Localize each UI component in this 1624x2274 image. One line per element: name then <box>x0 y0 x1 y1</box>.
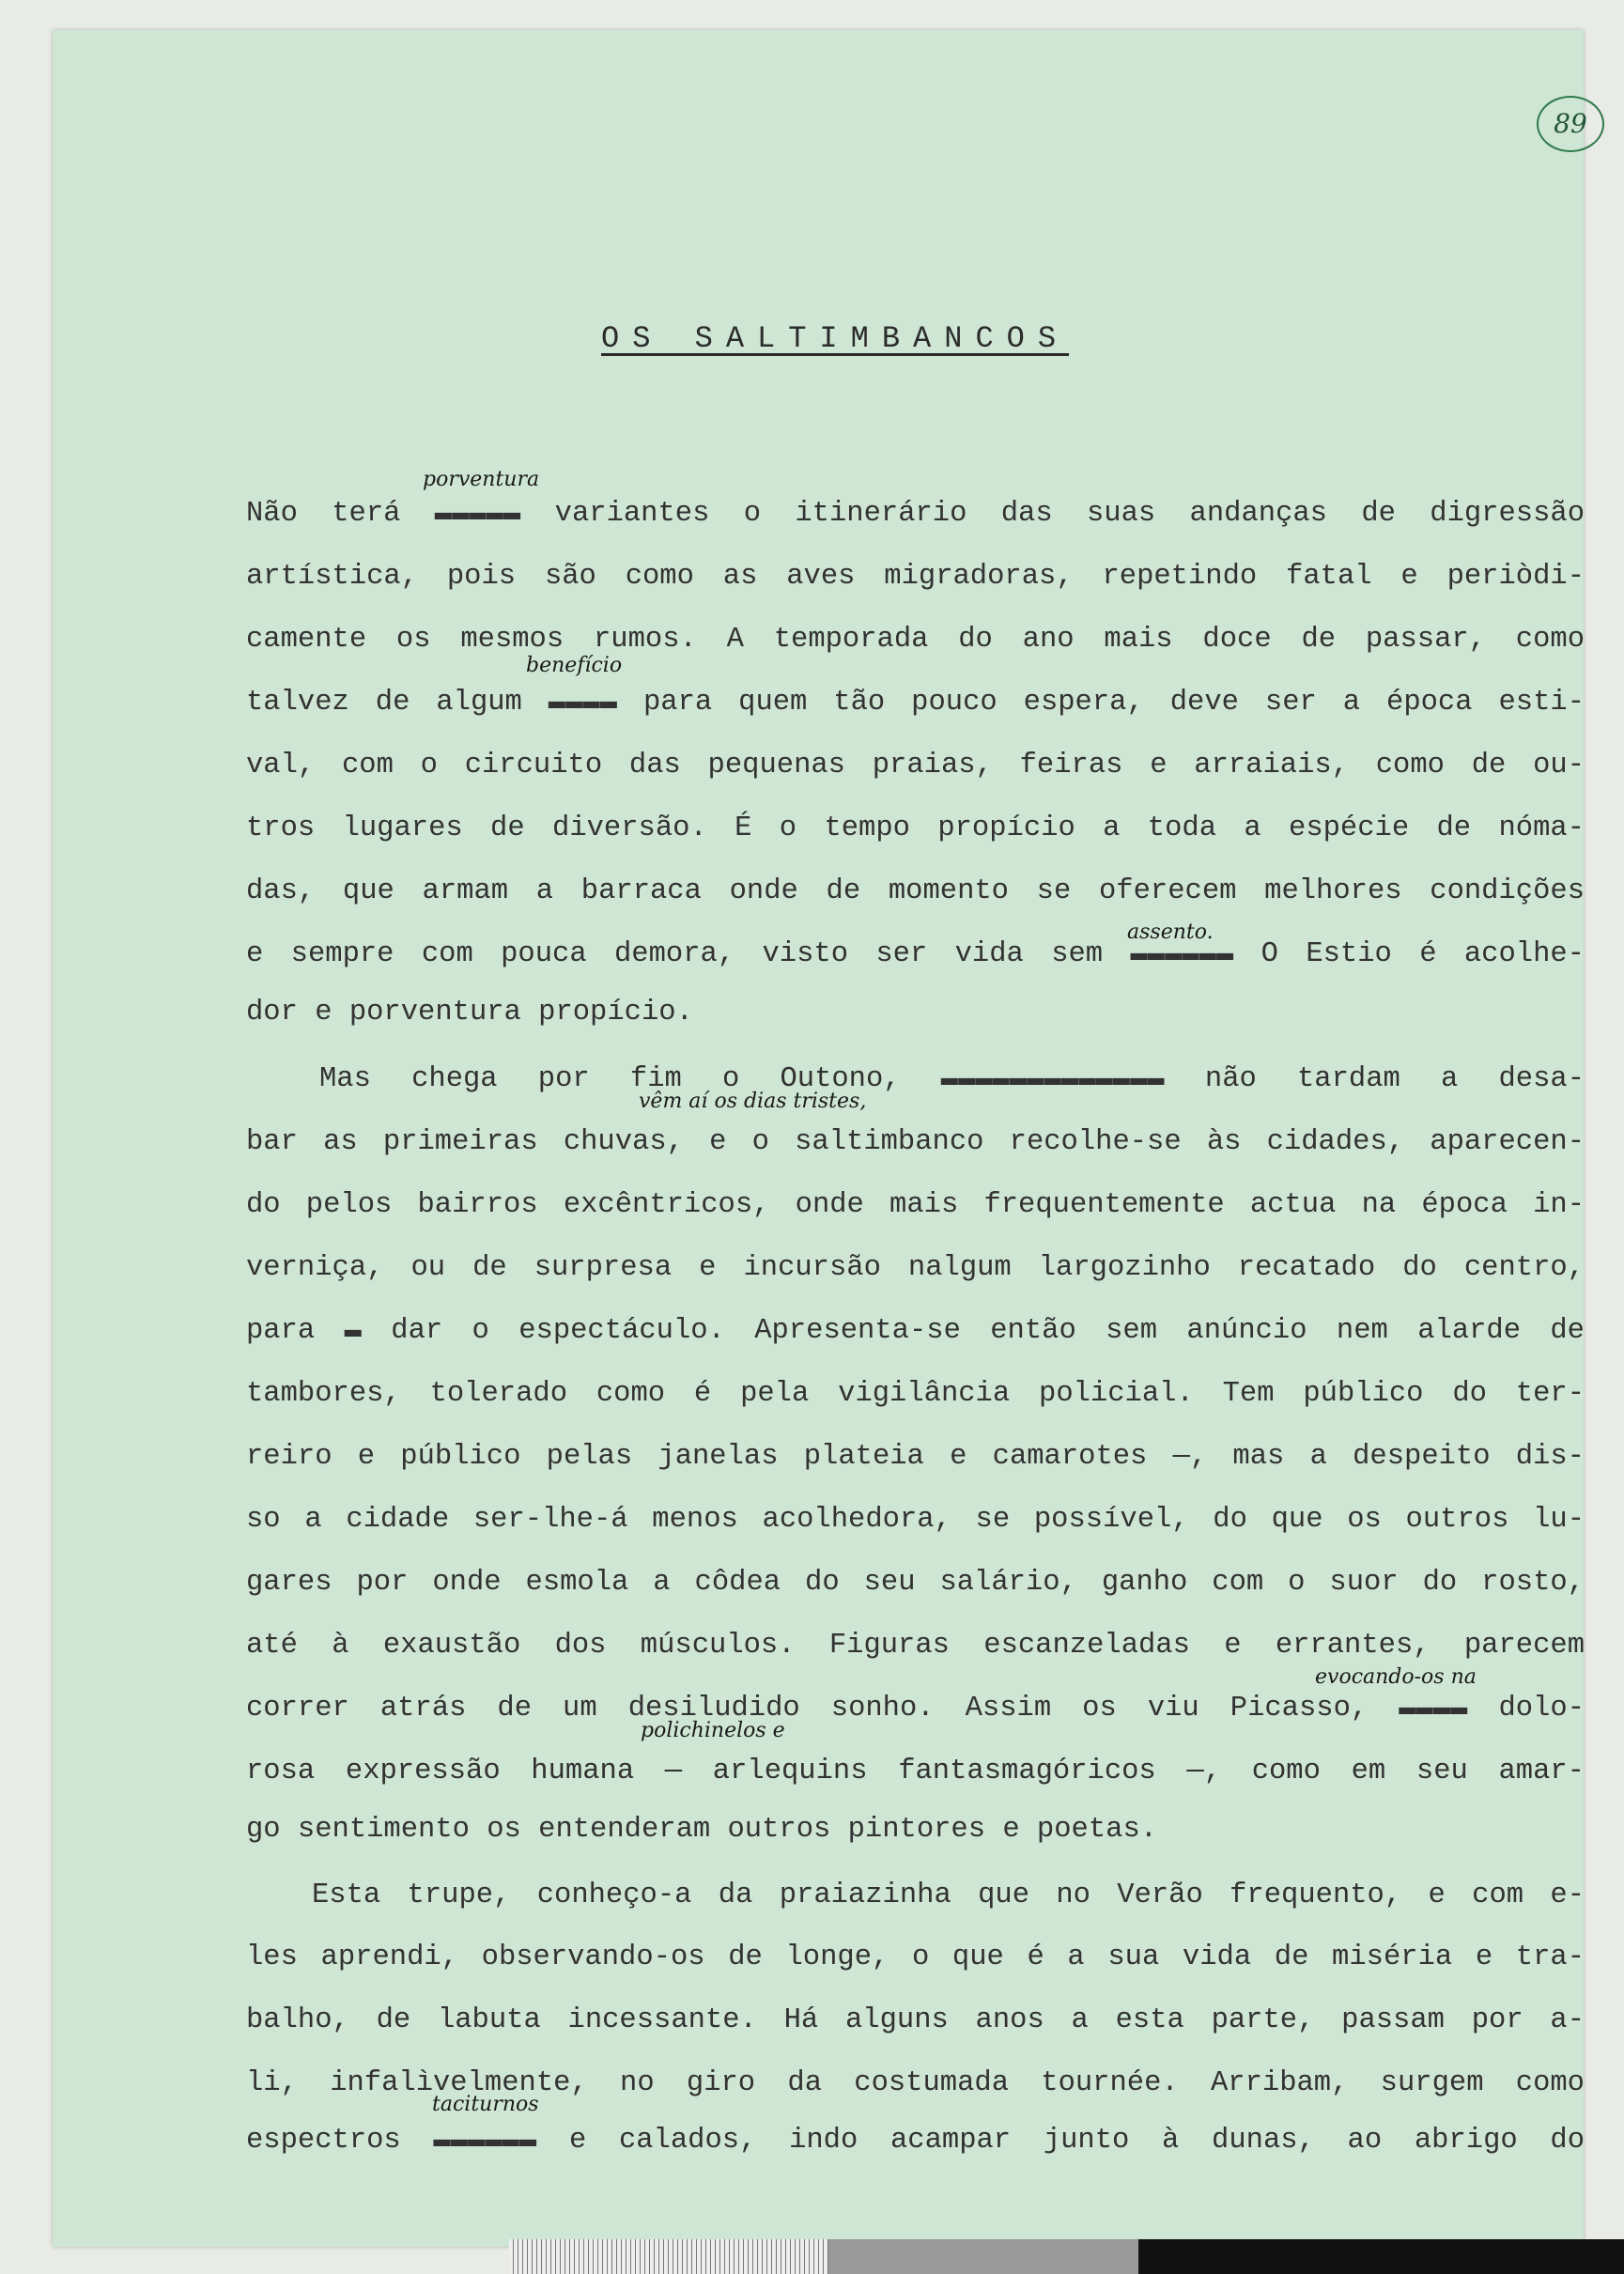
line: até à exaustão dos músculos. Figuras escanzeladas e errantes, parecem <box>246 1630 1585 1662</box>
line: do pelos bairros excêntricos, onde mais frequentemente actua na época in- <box>246 1189 1585 1221</box>
line: para ▬ dar o espectáculo. Apresenta-se então sem anúncio nem alarde de <box>246 1315 1585 1347</box>
line: go sentimento os entenderam outros pintores e poetas. <box>246 1814 1158 1846</box>
handwritten-annotation: vêm aí os dias tristes, <box>639 1090 867 1113</box>
page-number: 89 <box>1537 96 1604 152</box>
handwritten-annotation: assento. <box>1127 920 1214 944</box>
line: artística, pois são como as aves migradoras, repetindo fatal e periòdi- <box>246 561 1585 593</box>
line: les aprendi, observando-os de longe, o que é a sua vida de miséria e tra- <box>246 1941 1585 1973</box>
line: talvez de algum ▬▬▬▬ para quem tão pouco espera, deve ser a época esti- <box>246 687 1585 719</box>
line: gares por onde esmola a côdea do seu salário, ganho com o suor do rosto, <box>246 1567 1585 1599</box>
line: dor e porventura propício. <box>246 997 693 1029</box>
line: tros lugares de diversão. É o tempo propício a toda a espécie de nóma- <box>246 812 1585 844</box>
ruler-gray-patch <box>828 2239 1138 2274</box>
handwritten-annotation: porventura <box>423 468 540 491</box>
line: tambores, tolerado como é pela vigilância policial. Tem público do ter- <box>246 1378 1585 1410</box>
line: li, infalìvelmente, no giro da costumada tournée. Arribam, surgem como <box>246 2067 1585 2099</box>
ruler-scale <box>509 2239 828 2274</box>
scale-ruler <box>509 2239 1624 2274</box>
line: Não terá ▬▬▬▬▬ variantes o itinerário das suas andanças de digressão <box>246 498 1585 530</box>
line: balho, de labuta incessante. Há alguns anos a esta parte, passam por a- <box>246 2004 1585 2036</box>
ruler-black-patch <box>1138 2239 1624 2274</box>
page-title: OS SALTIMBANCOS <box>601 321 1070 356</box>
handwritten-annotation: taciturnos <box>432 2093 539 2116</box>
line: Esta trupe, conheço-a da praiazinha que no Verão frequento, e com e- <box>312 1880 1585 1911</box>
line: camente os mesmos rumos. A temporada do ano mais doce de passar, como <box>246 624 1585 656</box>
line: so a cidade ser-lhe-á menos acolhedora, se possível, do que os outros lu- <box>246 1504 1585 1536</box>
line: verniça, ou de surpresa e incursão nalgum largozinho recatado do centro, <box>246 1252 1585 1284</box>
handwritten-annotation: evocando-os na <box>1315 1665 1477 1689</box>
line: das, que armam a barraca onde de momento se oferecem melhores condições <box>246 875 1585 907</box>
line: espectros ▬▬▬▬▬▬ e calados, indo acampar junto à dunas, ao abrigo do <box>246 2125 1585 2157</box>
line: correr atrás de um desiludido sonho. Assim os viu Picasso, ▬▬▬▬ dolo- <box>246 1693 1585 1725</box>
handwritten-annotation: polichinelos e <box>641 1719 785 1742</box>
line: reiro e público pelas janelas plateia e camarotes —, mas a despeito dis- <box>246 1441 1585 1473</box>
handwritten-annotation: benefício <box>526 654 623 677</box>
line: val, com o circuito das pequenas praias, feiras e arraiais, como de ou- <box>246 750 1585 781</box>
line: bar as primeiras chuvas, e o saltimbanco recolhe-se às cidades, aparecen- <box>246 1126 1585 1158</box>
line: Mas chega por fim o Outono, ▬▬▬▬▬▬▬▬▬▬▬▬▬ não tardam a desa- <box>319 1063 1585 1095</box>
line: rosa expressão humana — arlequins fantasmagóricos —, como em seu amar- <box>246 1756 1585 1787</box>
line: e sempre com pouca demora, visto ser vida sem ▬▬▬▬▬▬ O Estio é acolhe- <box>246 938 1585 970</box>
